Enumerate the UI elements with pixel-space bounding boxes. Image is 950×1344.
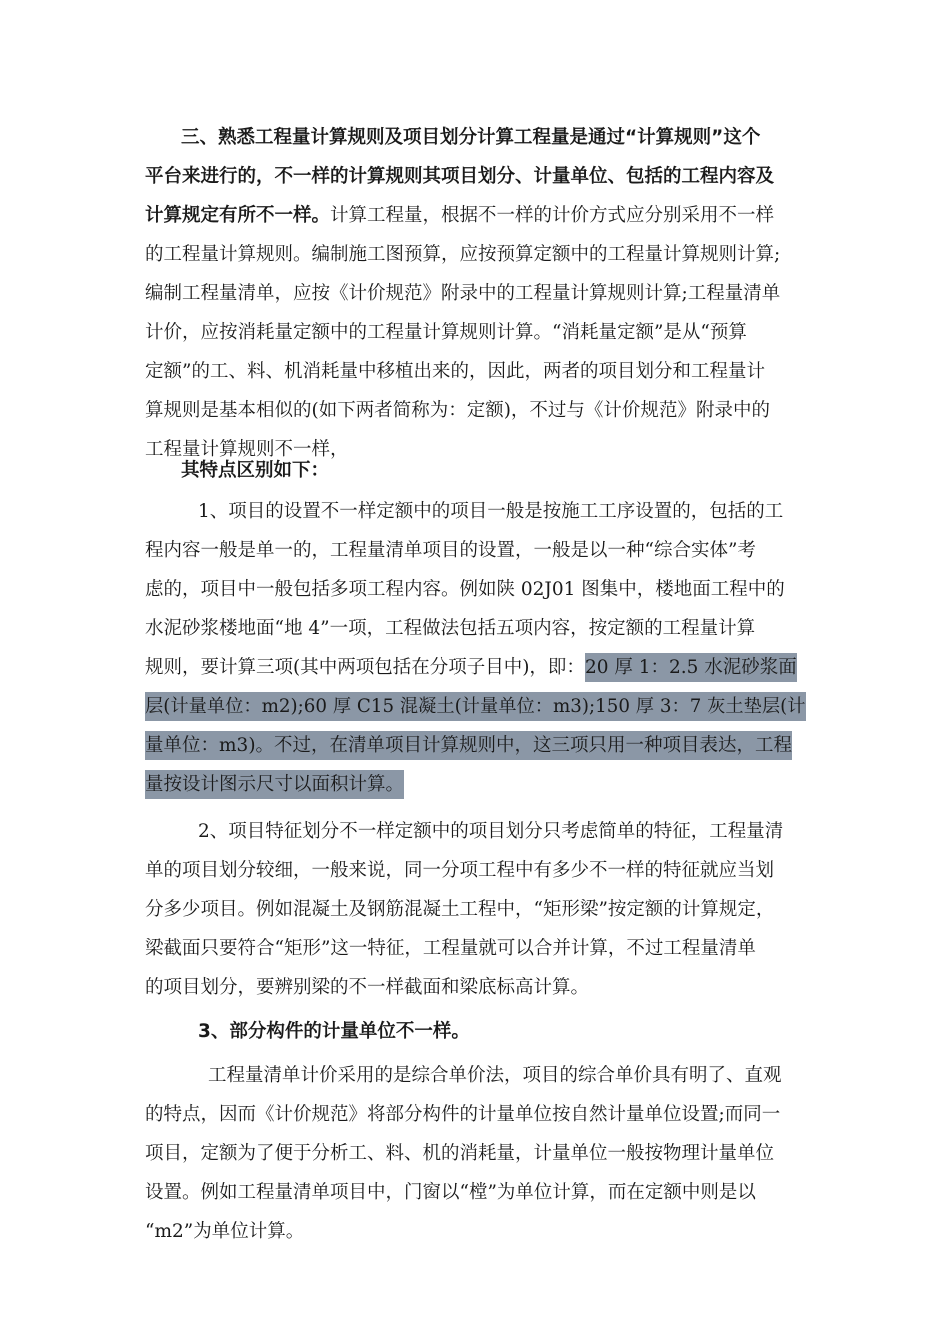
paragraph-3-line-2: 单的项目划分较细，一般来说，同一分项工程中有多少不一样的特征就应当划 — [145, 860, 775, 881]
paragraph-2-line-8 — [145, 766, 404, 804]
body-text: 规则，要计算三项(其中两项包括在分项子目中)，即： — [145, 657, 585, 678]
paragraph-3-line-4: 梁截面只要符合“矩形”这一特征，工程量就可以合并计算，不过工程量清单 — [145, 938, 756, 959]
paragraph-2-line-5 — [145, 649, 797, 687]
selected-text-highlight[interactable]: 20 厚 1：2.5 水泥砂浆面 — [585, 653, 797, 682]
heading-text: 3、部分构件的计量单位不一样。 — [198, 1021, 470, 1042]
paragraph-3-line-5: 的项目划分，要辨别梁的不一样截面和梁底标高计算。 — [145, 977, 590, 998]
paragraph-2-line-3: 虑的，项目中一般包括多项工程内容。例如陕 02J01 图集中，楼地面工程中的 — [145, 579, 785, 600]
paragraph-1-line-9: 工程量计算规则不一样， — [145, 439, 349, 460]
paragraph-1-line-7: 定额”的工、料、机消耗量中移植出来的，因此，两者的项目划分和工程量计 — [145, 361, 765, 382]
paragraph-2-line-6 — [145, 688, 806, 726]
selected-text-highlight[interactable]: 量单位：m3)。不过，在清单项目计算规则中，这三项只用一种项目表达，工程 — [145, 731, 792, 760]
section-heading-features — [181, 452, 329, 490]
paragraph-1-line-1 — [181, 119, 760, 157]
paragraph-4-line-2: 的特点，因而《计价规范》将部分构件的计量单位按自然计量单位设置;而同一 — [145, 1104, 781, 1125]
paragraph-4-line-4: 设置。例如工程量清单项目中，门窗以“樘”为单位计算，而在定额中则是以 — [145, 1182, 756, 1203]
paragraph-1-line-6: 计价，应按消耗量定额中的工程量计算规则计算。“消耗量定额”是从“预算 — [145, 322, 747, 343]
section-heading-units — [198, 1013, 470, 1051]
bold-heading-text: 三、熟悉工程量计算规则及项目划分计算工程量是通过“计算规则”这个 — [181, 127, 761, 148]
paragraph-1-line-5: 编制工程量清单，应按《计价规范》附录中的工程量计算规则计算;工程量清单 — [145, 283, 781, 304]
paragraph-1-line-2 — [145, 158, 774, 196]
body-text: 计算工程量，根据不一样的计价方式应分别采用不一样 — [330, 205, 775, 226]
selected-text-highlight[interactable]: 层(计量单位：m2);60 厚 C15 混凝土(计量单位：m3);150 厚 3：7 灰土垫层(计 — [145, 692, 806, 721]
paragraph-4-line-3: 项目，定额为了便于分析工、料、机的消耗量，计量单位一般按物理计量单位 — [145, 1143, 775, 1164]
heading-text: 其特点区别如下： — [181, 460, 330, 481]
bold-heading-text: 计算规定有所不一样。 — [145, 205, 331, 226]
paragraph-1-line-8: 算规则是基本相似的(如下两者简称为：定额)，不过与《计价规范》附录中的 — [145, 400, 770, 421]
paragraph-4-line-1: 工程量清单计价采用的是综合单价法，项目的综合单价具有明了、直观 — [208, 1065, 782, 1086]
paragraph-4-line-5: “m2”为单位计算。 — [145, 1221, 305, 1242]
bold-heading-text: 平台来进行的，不一样的计算规则其项目划分、计量单位、包括的工程内容及 — [145, 166, 775, 187]
paragraph-3-line-3: 分多少项目。例如混凝土及钢筋混凝土工程中，“矩形梁”按定额的计算规定， — [145, 899, 775, 920]
paragraph-2-line-4: 水泥砂浆楼地面“地 4”一项，工程做法包括五项内容，按定额的工程量计算 — [145, 618, 756, 639]
paragraph-2-line-7 — [145, 727, 792, 765]
paragraph-1-line-3 — [145, 197, 774, 235]
paragraph-3-line-1: 2、项目特征划分不一样定额中的项目划分只考虑简单的特征，工程量清 — [198, 821, 784, 842]
selected-text-highlight[interactable]: 量按设计图示尺寸以面积计算。 — [145, 770, 404, 799]
paragraph-2-line-1: 1、项目的设置不一样定额中的项目一般是按施工工序设置的，包括的工 — [198, 501, 784, 522]
paragraph-1-line-4: 的工程量计算规则。编制施工图预算，应按预算定额中的工程量计算规则计算; — [145, 244, 781, 265]
paragraph-2-line-2: 程内容一般是单一的，工程量清单项目的设置，一般是以一种“综合实体”考 — [145, 540, 756, 561]
